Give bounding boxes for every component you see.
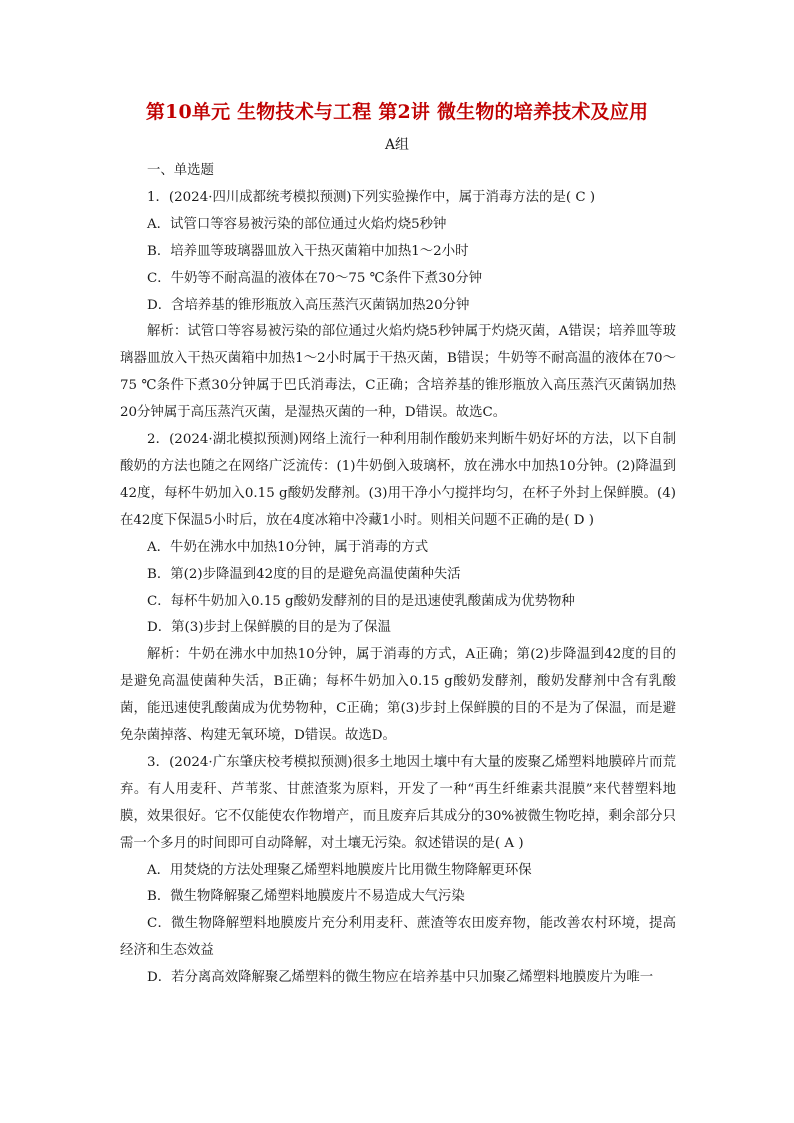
question-1-option-b: B．培养皿等玻璃器皿放入干热灭菌箱中加热1～2小时 [147,243,469,259]
document-body [120,158,676,992]
question-2-option-b: B．第(2)步降温到42度的目的是避免高温使菌种失活 [147,566,461,582]
page-title: 第10单元 生物技术与工程 第2讲 微生物的培养技术及应用 [145,101,649,123]
question-1-stem: 1．(2024·四川成都统考模拟预测)下列实验操作中，属于消毒方法的是( C ) [147,189,596,205]
group-label: A组 [384,137,410,153]
question-2-option-a: A．牛奶在沸水中加热10分钟，属于消毒的方式 [147,539,429,555]
question-1-option-d: D．含培养基的锥形瓶放入高压蒸汽灭菌锅加热20分钟 [147,297,470,313]
question-3-stem: 3．(2024·广东肇庆校考模拟预测)很多土地因土壤中有大量的废聚乙烯塑料地膜碎片而荒弃。有人用麦秆、芦苇浆、甘蔗渣浆为原料，开发了一种“再生纤维素共混膜”来代替塑料地膜，效果很好。它不仅能使农作物增产，而且废弃后其成分的30%被微生物吃掉，剩余部分只需一个多月的时间即可自动降解，对土壤无污染。叙述错误的是( A ) [120,754,676,851]
question-2-option-c: C．每杯牛奶加入0.15 g酸奶发酵剂的目的是迅速使乳酸菌成为优势物种 [147,593,575,609]
question-3-option-a: A．用焚烧的方法处理聚乙烯塑料地膜废片比用微生物降解更环保 [147,862,532,878]
question-1-option-a: A．试管口等容易被污染的部位通过火焰灼烧5秒钟 [147,216,447,232]
question-3-option-c: C．微生物降解塑料地膜废片充分利用麦秆、蔗渣等农田废弃物，能改善农村环境，提高经济和生态效益 [120,916,676,959]
question-1-option-c: C．牛奶等不耐高温的液体在70～75 ℃条件下煮30分钟 [147,270,483,286]
question-3-option-d: D．若分离高效降解聚乙烯塑料的微生物应在培养基中只加聚乙烯塑料地膜废片为唯一 [147,970,654,986]
question-2-analysis: 解析：牛奶在沸水中加热10分钟，属于消毒的方式，A正确；第(2)步降温到42度的目的是避免高温使菌种失活，B正确；每杯牛奶加入0.15 g酸奶发酵剂，酸奶发酵剂中含有乳酸菌，能迅速使乳酸菌成为优势物种，C正确；第(3)步封上保鲜膜的目的不是为了保温，而是避免杂菌掉落、构建无氧环境，D错误。故选D。 [120,647,676,744]
question-3-option-b: B．微生物降解聚乙烯塑料地膜废片不易造成大气污染 [147,889,465,905]
question-2-stem: 2．(2024·湖北模拟预测)网络上流行一种利用制作酸奶来判断牛奶好坏的方法，以下自制酸奶的方法也随之在网络广泛流传：(1)牛奶倒入玻璃杯，放在沸水中加热10分钟。(2)降温到42度，每杯牛奶加入0.15 g酸奶发酵剂。(3)用干净小勺搅拌均匀，在杯子外封上保鲜膜。(4)在42度下保温5小时后，放在4度冰箱中冷藏1小时。则相关问题不正确的是( D ) [120,432,676,528]
question-1-analysis: 解析：试管口等容易被污染的部位通过火焰灼烧5秒钟属于灼烧灭菌，A错误；培养皿等玻璃器皿放入干热灭菌箱中加热1～2小时属于干热灭菌，B错误；牛奶等不耐高温的液体在70～75 ℃条件下煮30分钟属于巴氏消毒法，C正确；含培养基的锥形瓶放入高压蒸汽灭菌锅加热20分钟属于高压蒸汽灭菌，是湿热灭菌的一种，D错误。故选C。 [120,324,676,421]
section-heading: 一、单选题 [147,163,214,178]
question-2-option-d: D．第(3)步封上保鲜膜的目的是为了保温 [147,620,391,636]
